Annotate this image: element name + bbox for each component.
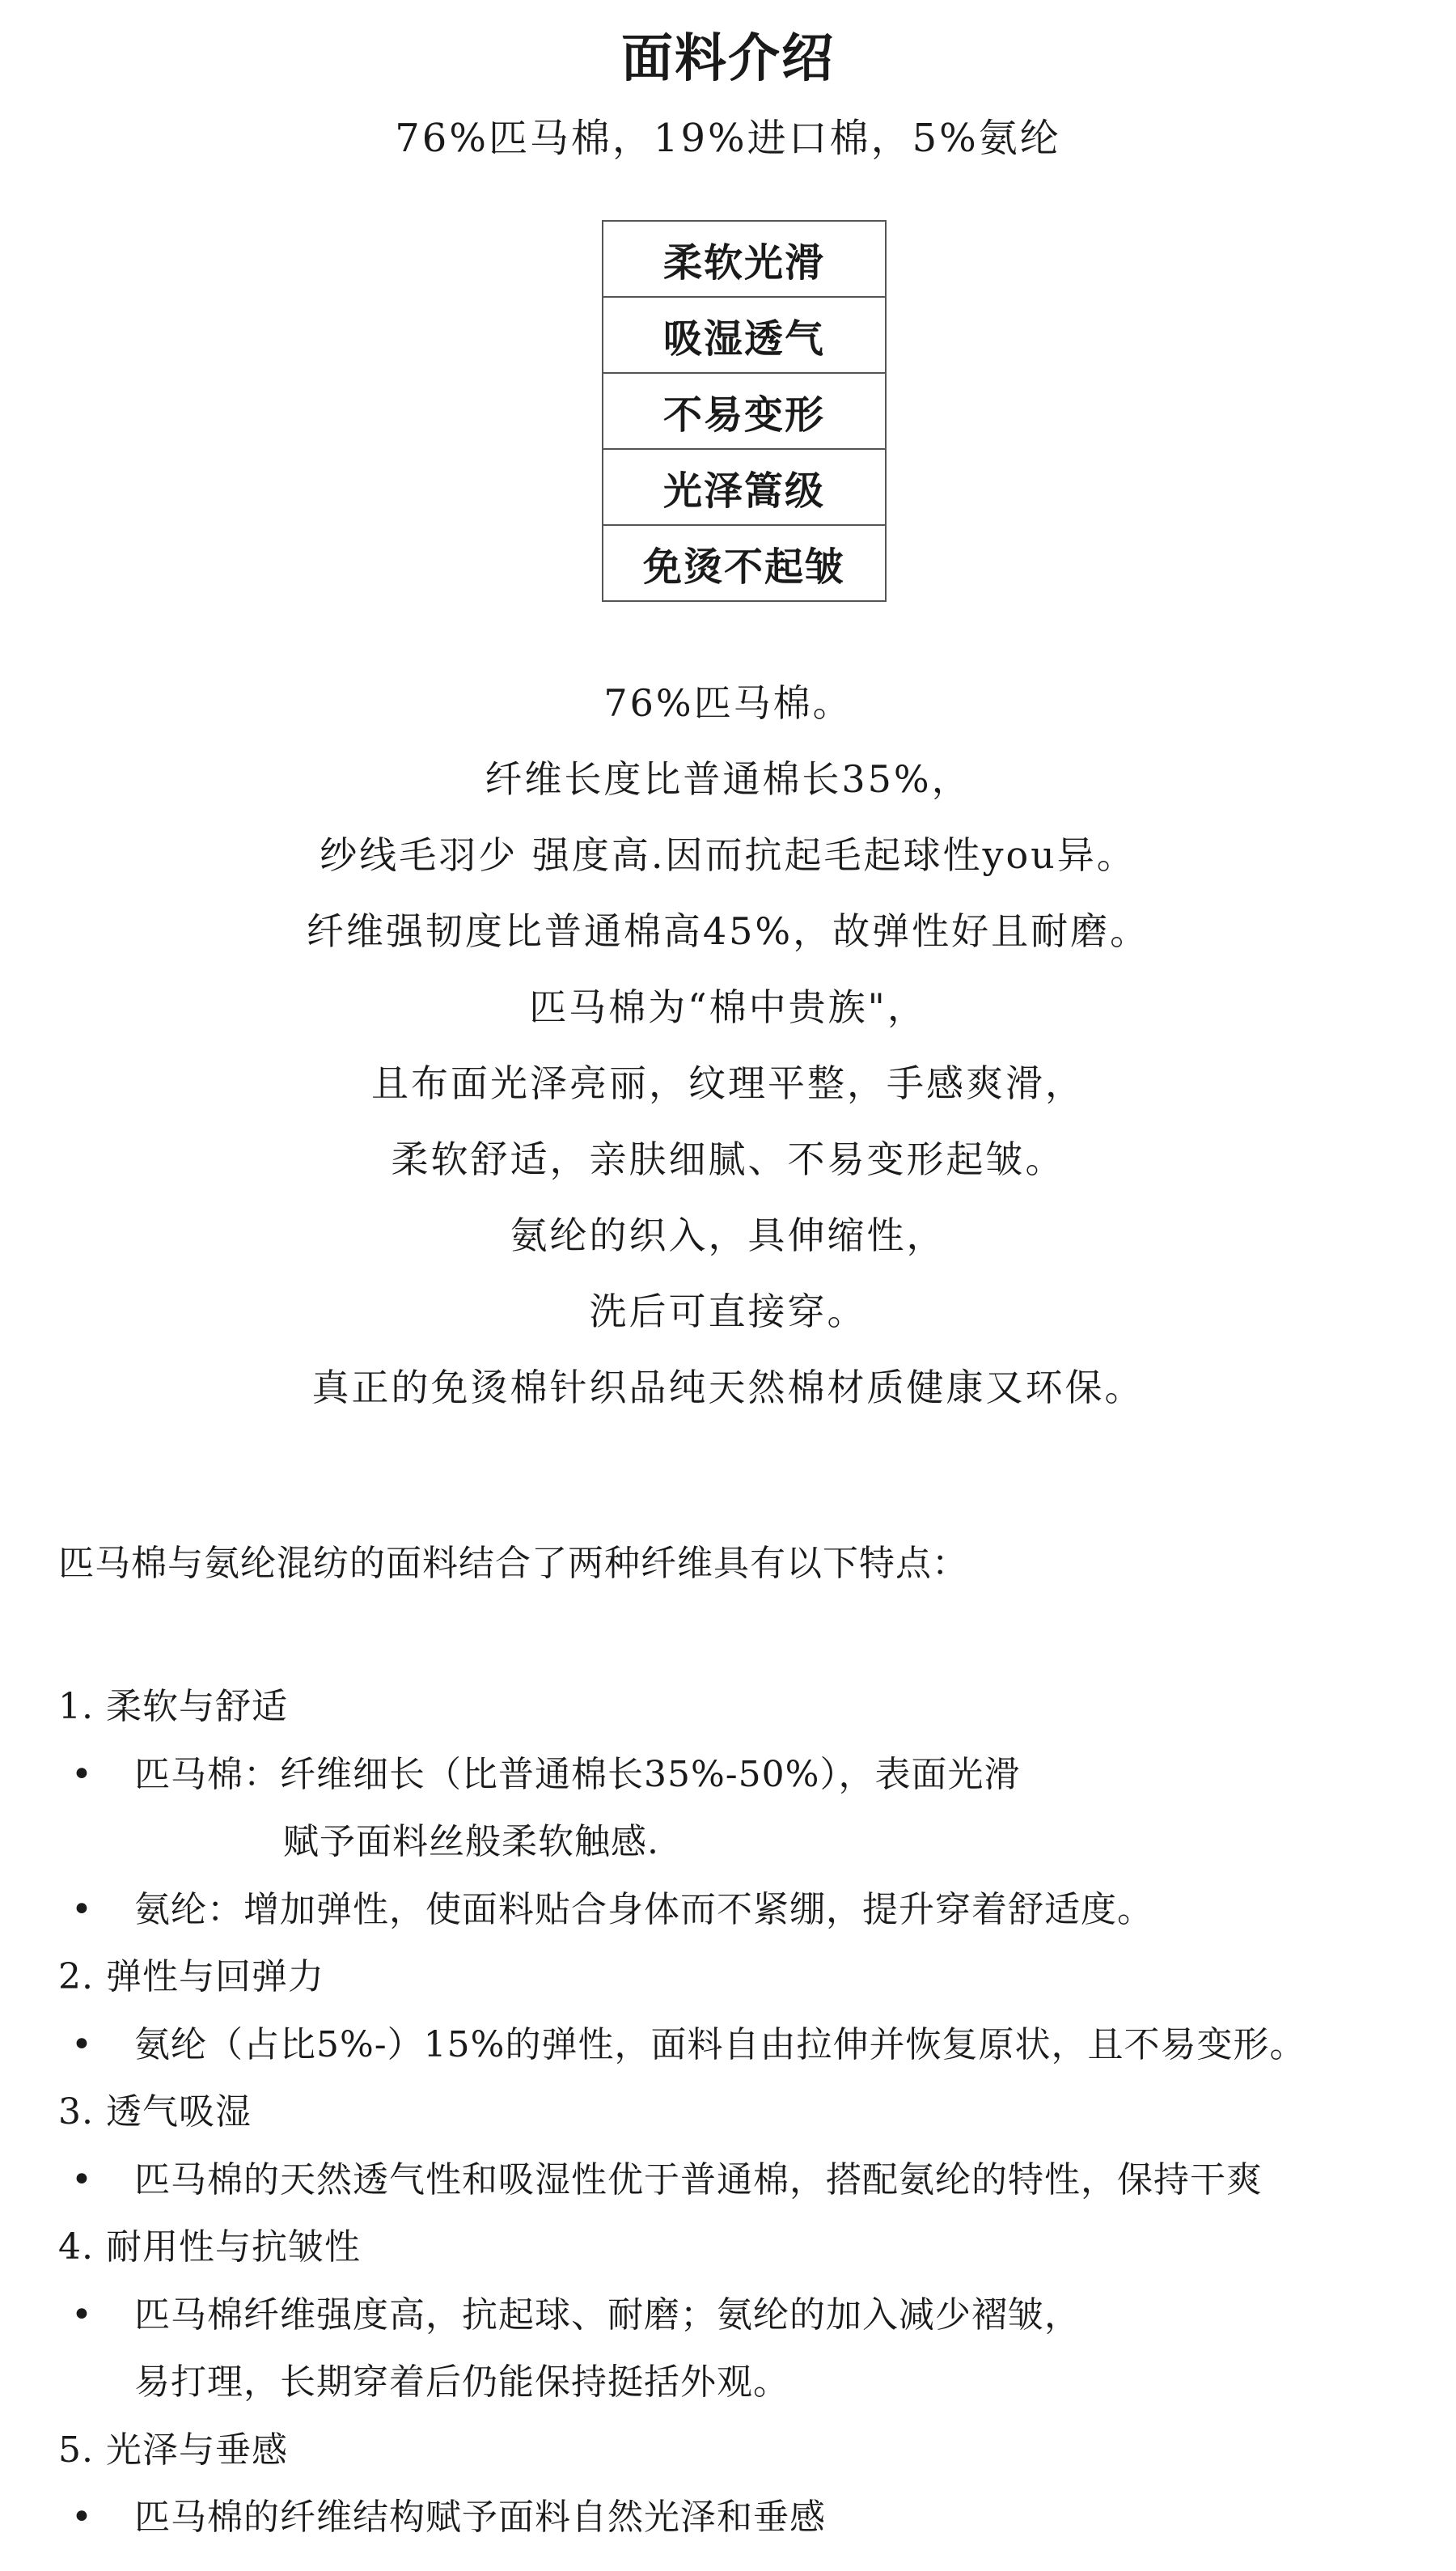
- bullet-icon: •: [71, 2023, 93, 2065]
- table-row: [603, 373, 886, 449]
- composition-subtitle: 76%匹马棉，19%进口棉，5%氨纶: [395, 116, 1061, 161]
- section-heading: 4. 耐用性与抗皱性: [58, 2226, 361, 2268]
- table-row: [603, 525, 886, 601]
- feature-cell: 吸湿透气: [603, 297, 886, 373]
- page-title: 面料介绍: [621, 29, 835, 89]
- list-item: [58, 2011, 1441, 2079]
- description-line: 且布面光泽亮丽，纹理平整，手感爽滑，: [371, 1061, 1085, 1105]
- list-item: [58, 1876, 1441, 1944]
- feature-cell: 不易变形: [603, 373, 886, 449]
- features-intro: 匹马棉与氨纶混纺的面料结合了两种纤维具有以下特点：: [58, 1543, 968, 1584]
- description-line: 洗后可直接穿。: [589, 1290, 867, 1333]
- description-line: 纱线毛羽少 强度高.因而抗起毛起球性you异。: [320, 833, 1136, 877]
- bullet-icon: •: [71, 2158, 93, 2200]
- description-block: [0, 665, 1456, 1425]
- bullet-icon: •: [71, 1753, 93, 1795]
- table-row: [603, 449, 886, 525]
- feature-cell: 柔软光滑: [603, 221, 886, 297]
- description-line: 氨纶的织入，具伸缩性，: [510, 1213, 946, 1257]
- section-heading: 5. 光泽与垂感: [58, 2429, 288, 2471]
- table-row: [603, 297, 886, 373]
- description-line: 纤维强韧度比普通棉高45%，故弹性好且耐磨。: [306, 909, 1150, 953]
- list-item: [58, 2281, 1441, 2349]
- list-item: [58, 1741, 1441, 1809]
- list-item-continuation: 易打理，长期穿着后仍能保持挺括外观。: [134, 2361, 789, 2403]
- list-item: [58, 2484, 1441, 2552]
- list-item: [58, 2146, 1441, 2214]
- bullet-icon: •: [71, 2497, 93, 2538]
- bullet-icon: •: [71, 1888, 93, 1930]
- list-item-text: 匹马棉纤维强度高，抗起球、耐磨；氨纶的加入减少褶皱，: [134, 2294, 1081, 2336]
- feature-cell: 免烫不起皱: [603, 525, 886, 601]
- description-line: 76%匹马棉。: [603, 681, 853, 725]
- section-heading: 1. 柔软与舒适: [58, 1686, 288, 1727]
- description-line: 柔软舒适，亲肤细腻、不易变形起皱。: [391, 1137, 1065, 1181]
- feature-cell: 光泽篙级: [603, 449, 886, 525]
- description-line: 纤维长度比普通棉长35%，: [485, 757, 971, 801]
- bullet-icon: •: [71, 2294, 93, 2336]
- list-item-continuation: 赋予面料丝般柔软触感.: [283, 1821, 659, 1862]
- section-heading: 2. 弹性与回弹力: [58, 1956, 324, 1997]
- table-row: [603, 221, 886, 297]
- feature-table: [602, 220, 887, 602]
- section-heading: 3. 透气吸湿: [58, 2091, 252, 2133]
- list-item-text: 匹马棉：纤维细长（比普通棉长35%-50%），表面光滑: [134, 1753, 1021, 1795]
- list-item-text: 匹马棉的天然透气性和吸湿性优于普通棉，搭配氨纶的特性，保持干爽: [134, 2158, 1263, 2200]
- list-item-text: 匹马棉的纤维结构赋予面料自然光泽和垂感: [134, 2497, 826, 2538]
- list-item-text: 氨纶：增加弹性，使面料贴合身体而不紧绷，提升穿着舒适度。: [134, 1888, 1153, 1930]
- list-item-text: 氨纶（占比5%-）15%的弹性，面料自由拉伸并恢复原状，且不易变形。: [134, 2023, 1306, 2065]
- description-line: 真正的免烫棉针织品纯天然棉材质健康又环保。: [311, 1366, 1145, 1409]
- features-list: [58, 1673, 1441, 2552]
- description-line: 匹马棉为“棉中贵族"，: [529, 985, 927, 1029]
